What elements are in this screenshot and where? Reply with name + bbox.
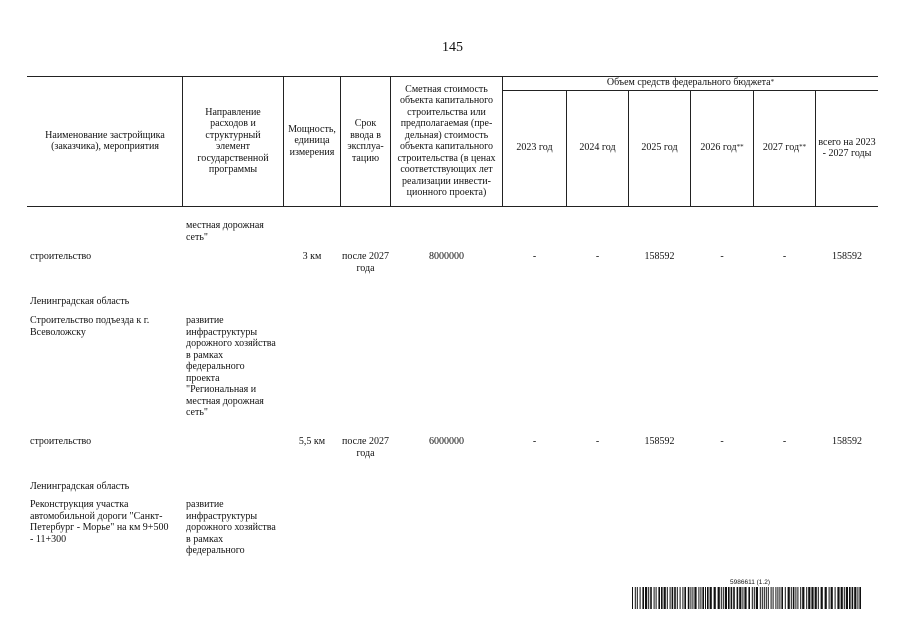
row-capacity: 5,5 км (298, 436, 326, 447)
col-divider (182, 76, 183, 206)
barcode-number: 5986611 (1.2) (730, 579, 770, 586)
header-name: Наименование застройщика (заказчика), мероприятия (45, 129, 165, 152)
region-heading: Ленинградская область (30, 481, 130, 492)
barcode-icon (632, 587, 862, 609)
row-total: 158592 (832, 436, 862, 447)
row-2025: 158592 (644, 251, 675, 262)
row-2024: - (595, 436, 600, 447)
header-year-2027: 2027 год ** (762, 142, 807, 154)
row-deadline: после 2027 года (342, 251, 389, 274)
row-deadline: после 2027 года (342, 436, 389, 459)
header-capacity: Мощность, единица измерения (288, 123, 336, 158)
header-deadline: Срок ввода в эксплуа-тацию (347, 118, 384, 164)
header-year-2026: 2026 год ** (700, 142, 744, 154)
object-name: Реконструкция участка автомобильной дороги "Санкт-Петербург - Морье" на км 9+500 - 11+300 (30, 499, 169, 545)
header-budget-group: Объем средств федерального бюджета * (606, 77, 775, 89)
row-2027: - (782, 436, 787, 447)
row-2026: - (720, 251, 724, 262)
row-2023: - (532, 436, 537, 447)
header-total: всего на 2023 - 2027 годы (818, 136, 876, 159)
object-direction: развитие инфраструктуры дорожного хозяйства в рамках федерального проекта "Региональная и местная дорожная сеть" (186, 315, 276, 418)
row-cost: 6000000 (429, 436, 464, 447)
col-divider (390, 76, 391, 206)
object-name: Строительство подъезда к г. Всеволожску (30, 315, 150, 338)
row-2024: - (595, 251, 600, 262)
row-2027: - (782, 251, 787, 262)
header-year-2023: 2023 год (516, 142, 553, 154)
col-divider (340, 76, 341, 206)
row-direction-continued: местная дорожная сеть" (186, 220, 264, 243)
table-header-bottom-rule (27, 206, 878, 207)
region-heading: Ленинградская область (30, 296, 130, 307)
row-capacity: 3 км (302, 251, 322, 262)
object-direction: развитие инфраструктуры дорожного хозяйства в рамках федерального (186, 499, 276, 556)
row-activity-name: строительство (30, 436, 92, 447)
row-2026: - (720, 436, 724, 447)
header-cost: Сметная стоимость объекта капитального строительства или предполагаемая (пре-дельная) стоимость объекта капитального строительства (в ценах соответствующих лет реализации инвести-ционного проекта) (397, 83, 496, 198)
header-direction: Направление расходов и структурный элемент государственной программы (197, 106, 269, 175)
header-year-2025: 2025 год (641, 142, 678, 154)
row-2023: - (532, 251, 537, 262)
row-total: 158592 (832, 251, 862, 262)
header-year-2024: 2024 год (579, 142, 616, 154)
row-cost: 8000000 (429, 251, 464, 262)
row-2025: 158592 (644, 436, 675, 447)
row-activity-name: строительство (30, 251, 92, 262)
page-number: 145 (442, 40, 463, 55)
